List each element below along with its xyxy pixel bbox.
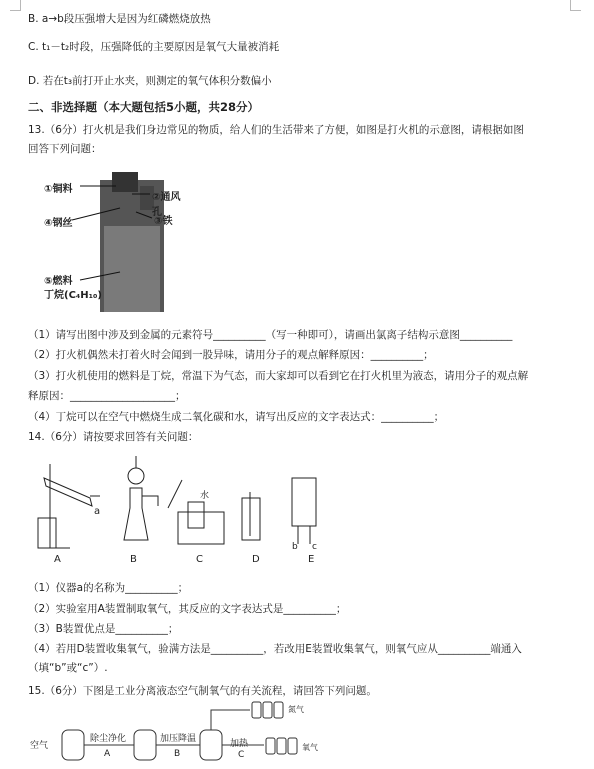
flow-step2-tag: B	[174, 749, 181, 759]
question-15-stem: 15.（6分）下图是工业分离液态空气制氧气的有关流程，请回答下列问题。	[28, 685, 377, 697]
lighter-label-1: ①铜料	[44, 184, 73, 195]
lighter-label-6: 丁烷(C₄H₁₀)	[44, 290, 102, 301]
question-14-stem: 14.（6分）请按要求回答有关问题：	[28, 431, 199, 443]
flow-step2-label: 加压降温	[160, 734, 197, 744]
flow-step1-label: 除尘净化	[90, 734, 127, 744]
lighter-diagram	[40, 168, 190, 316]
lighter-label-2: ②通风孔	[152, 192, 181, 218]
option-c: C. t₁－t₂时段，压强降低的主要原因是氧气大量被消耗	[28, 41, 280, 53]
water-label: 水	[200, 491, 210, 501]
apparatus-label-e: E	[308, 554, 315, 565]
corner-mark-top-right	[570, 0, 581, 11]
lighter-label-3: ③铁	[154, 216, 173, 227]
question-14-part-1: （1）仪器a的名称为__________；	[28, 582, 189, 594]
corner-mark-top-left	[10, 0, 21, 11]
lighter-label-4: ④钢丝	[44, 218, 73, 229]
port-c-label: c	[312, 542, 317, 552]
question-13-part-3-cont: 释原因：____________________；	[28, 390, 186, 402]
apparatus-diagram	[30, 448, 350, 570]
question-13-part-3: （3）打火机使用的燃料是丁烷，常温下为气态，而大家却可以看到它在打火机里为液态，请用分子的观点解	[28, 370, 529, 382]
question-13-part-1: （1）请写出图中涉及到金属的元素符号__________（写一种即可），请画出氯离子结构示意图__________	[28, 329, 513, 341]
question-14-part-4: （4）若用D装置收集氧气，验满方法是__________，若改用E装置收集氧气，则氧气应从__________端通入	[28, 643, 522, 655]
air-separation-flowchart	[30, 700, 330, 766]
flow-oxygen-label: 氧气	[302, 743, 318, 752]
section-heading: 二、非选择题（本大题包括5小题，共28分）	[28, 100, 260, 114]
flow-step3-tag: C	[238, 750, 245, 760]
question-14-part-3: （3）B装置优点是__________；	[28, 623, 179, 635]
apparatus-label-d: D	[252, 554, 260, 565]
question-14-part-4-cont: （填“b”或“c”）.	[28, 662, 108, 674]
apparatus-label-a: A	[54, 554, 61, 565]
option-b: B. a→b段压强增大是因为红磷燃烧放热	[28, 13, 211, 25]
port-b-label: b	[292, 542, 298, 552]
flow-step3-label: 加热	[230, 739, 249, 749]
apparatus-label-b: B	[130, 554, 137, 565]
apparatus-label-c: C	[196, 554, 203, 565]
question-13-stem: 13.（6分）打火机是我们身边常见的物质，给人们的生活带来了方便，如图是打火机的示意图，请根据如图	[28, 124, 524, 136]
flow-step1-tag: A	[104, 749, 111, 759]
question-13-part-2: （2）打火机偶然未打着火时会闻到一股异味，请用分子的观点解释原因：__________；	[28, 349, 434, 361]
flow-air-label: 空气	[30, 741, 49, 751]
question-13-stem-cont: 回答下列问题：	[28, 143, 102, 155]
lighter-label-5: ⑤燃料	[44, 276, 73, 287]
flow-nitrogen-label: 氮气	[288, 705, 304, 714]
question-14-part-2: （2）实验室用A装置制取氧气，其反应的文字表达式是__________；	[28, 603, 347, 615]
option-d: D. 若在t₃前打开止水夹，则测定的氧气体积分数偏小	[28, 75, 272, 87]
question-13-part-4: （4）丁烷可以在空气中燃烧生成二氧化碳和水，请写出反应的文字表达式：__________；	[28, 411, 445, 423]
instrument-a-label: a	[94, 506, 101, 517]
